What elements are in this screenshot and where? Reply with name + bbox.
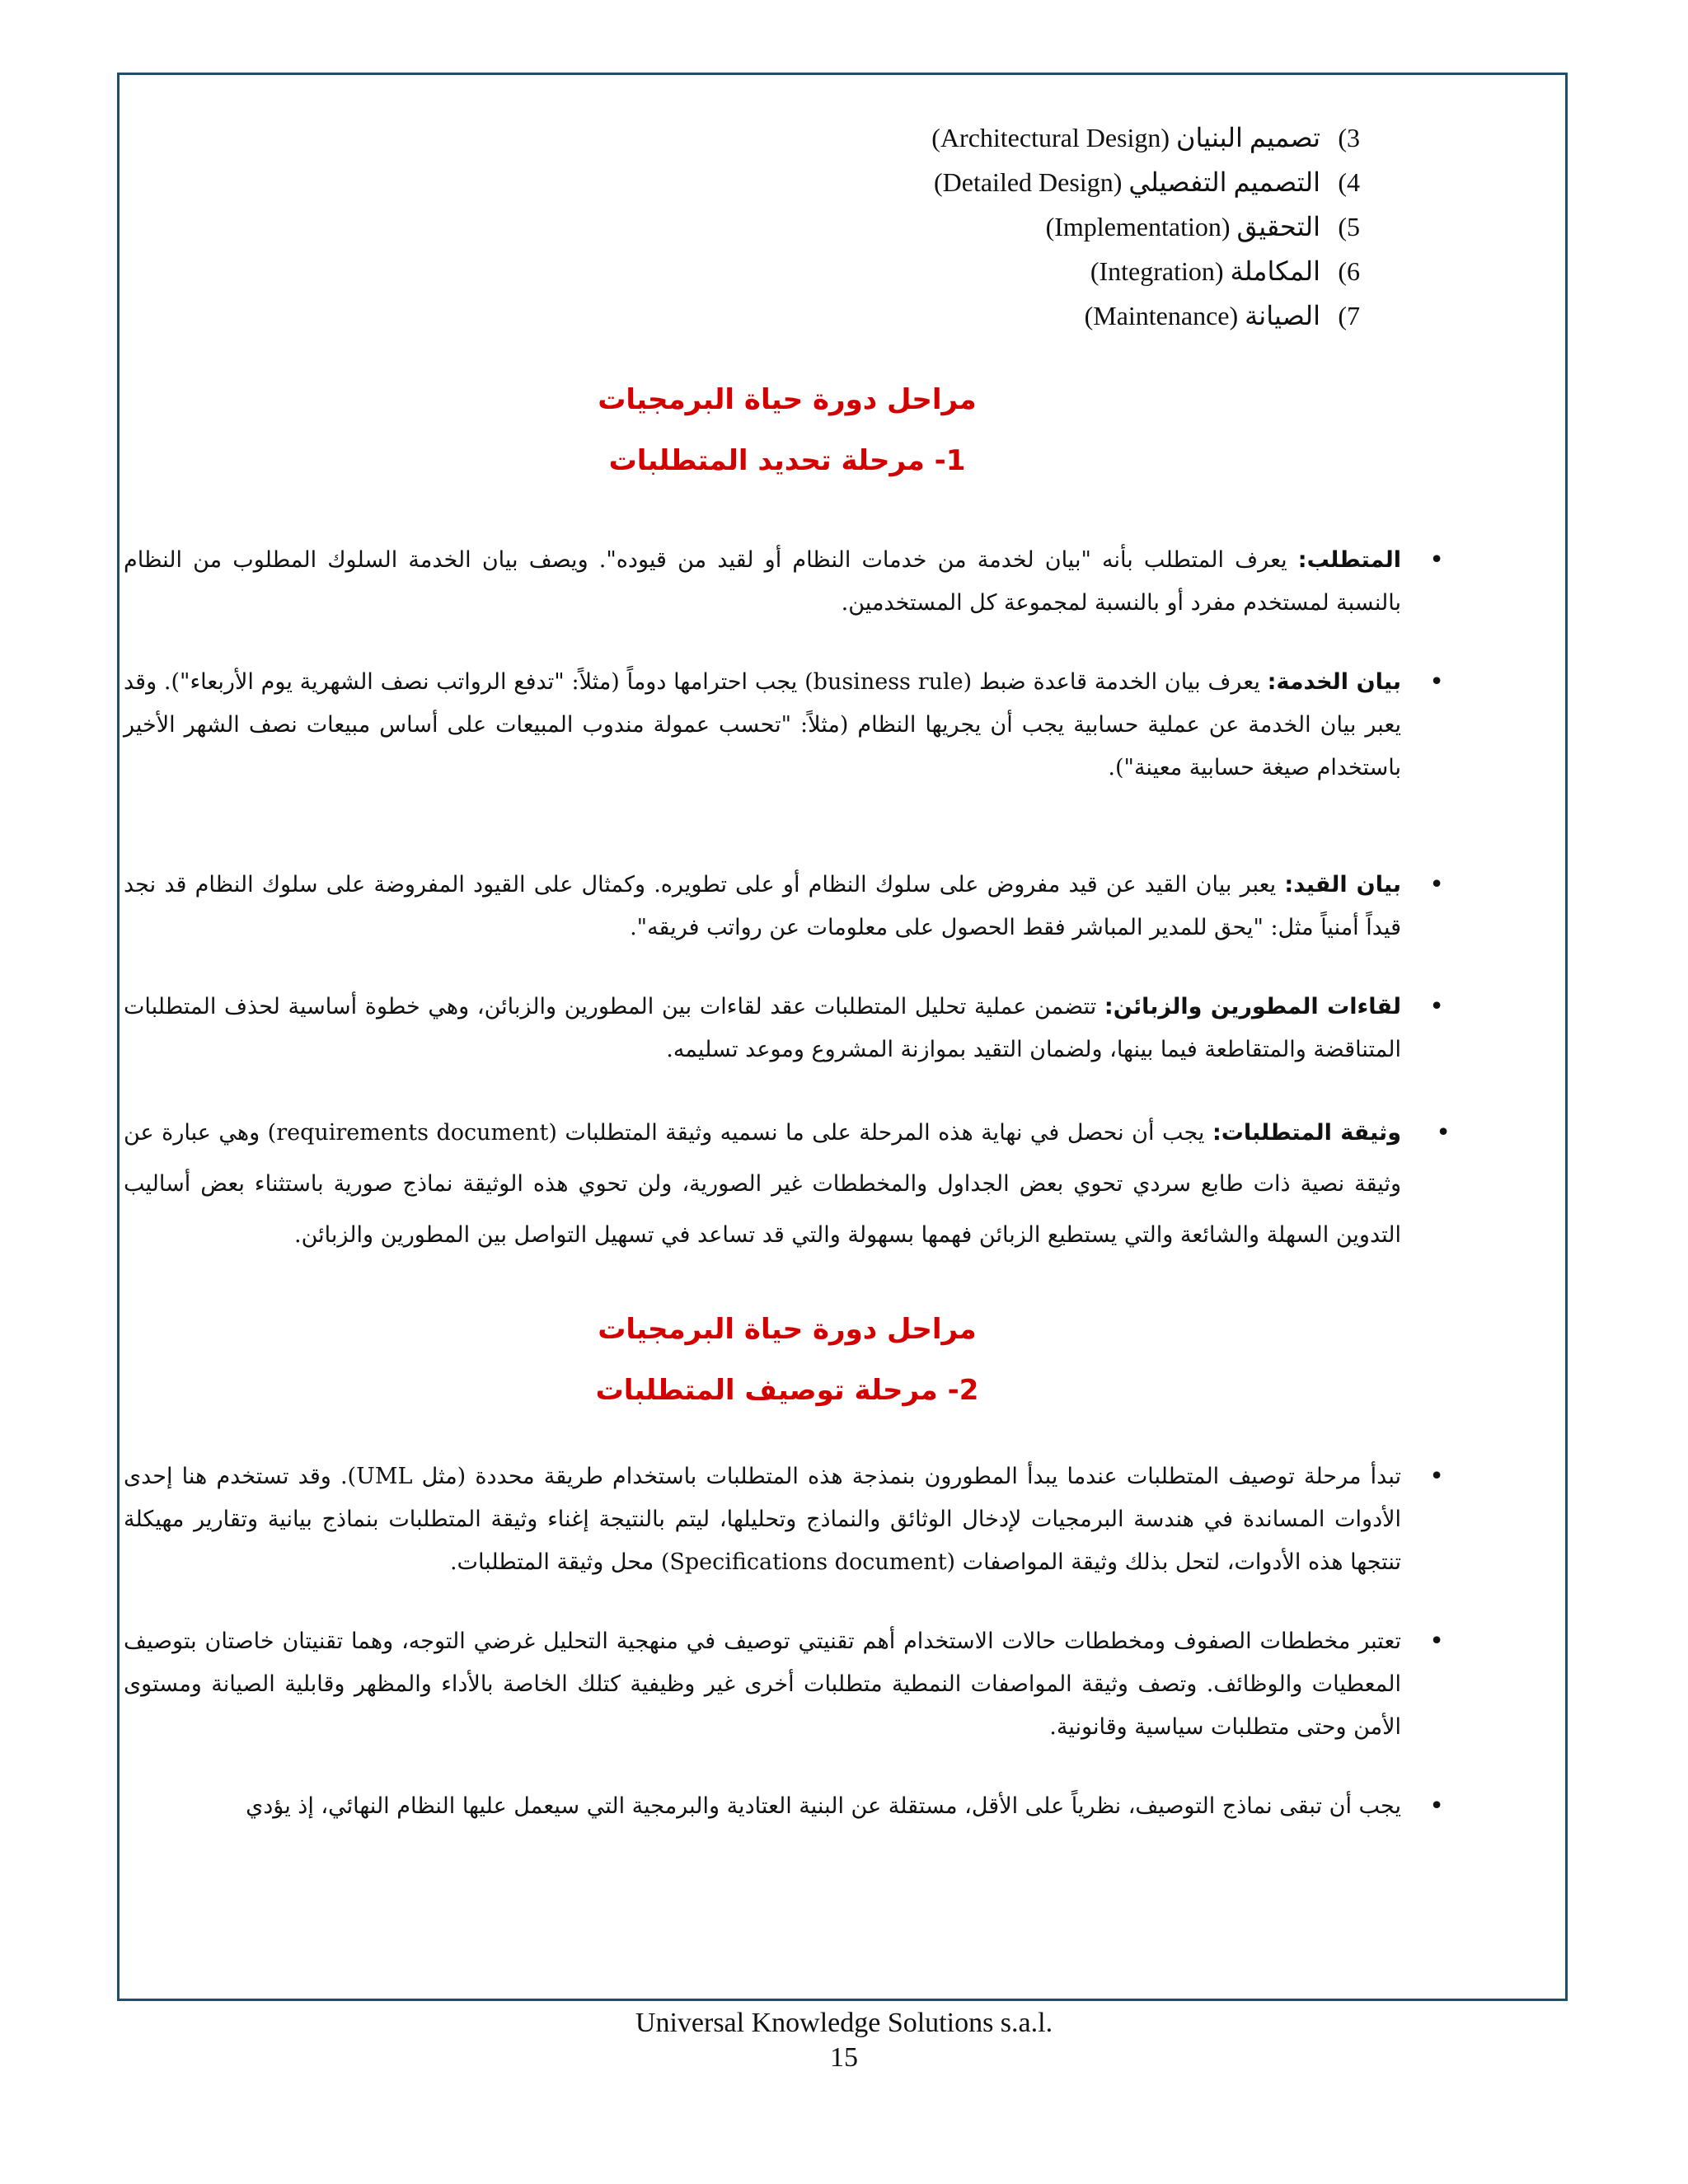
term-label: بيان القيد: [1284, 872, 1401, 898]
bullet-icon: • [1429, 668, 1444, 696]
page-content [124, 115, 1451, 1828]
list-item [124, 249, 1360, 293]
page-number: 15 [830, 2042, 858, 2073]
bullet-icon: • [1429, 1462, 1444, 1491]
list-number: 5) [1338, 212, 1360, 241]
list-text: تصميم البنيان (Architectural Design) [931, 123, 1320, 152]
term-text: يعرف المتطلب بأنه "بيان لخدمة من خدمات النظام أو لقيد من قيوده". ويصف بيان الخدمة السلوك المطلوب من النظام بالنسبة لمستخدم مفرد أو بالنسبة لمجموعة كل المستخدمين. [124, 547, 1401, 616]
list-number: 6) [1338, 256, 1360, 286]
list-item [124, 204, 1360, 249]
term-label: لقاءات المطورين والزبائن: [1104, 994, 1401, 1019]
term-label: المتطلب: [1297, 547, 1401, 573]
list-item [124, 293, 1360, 338]
bullet-icon: • [1436, 1118, 1451, 1147]
list-item [124, 661, 1451, 790]
list-text: المكاملة (Integration) [1090, 256, 1320, 286]
bullet-icon: • [1429, 546, 1444, 574]
list-item [124, 986, 1451, 1071]
list-number: 7) [1338, 301, 1360, 330]
bullet-icon: • [1429, 1792, 1444, 1821]
list-item [124, 864, 1451, 949]
list-text: الصيانة (Maintenance) [1084, 301, 1320, 330]
list-item [124, 1785, 1451, 1828]
bullet-icon: • [1429, 1627, 1444, 1656]
term-text: يجب أن نحصل في نهاية هذه المرحلة على ما نسميه وثيقة المتطلبات (requirements document) وهي عبارة عن وثيقة نصية ذات طابع سردي تحوي بعض الجداول والمخططات غير الصورية، ولن تحوي هذه الوثيقة نماذج صورية باستثناء بعض أساليب التدوين السهلة والشائعة والتي يستطيع الزبائن فهمها بسهولة والتي قد تساعد في تسهيل التواصل بين المطورين والزبائن. [124, 1120, 1401, 1248]
list-item [124, 1620, 1451, 1749]
section-subheading: 1- مرحلة تحديد المتطلبات [608, 444, 966, 477]
list-number: 3) [1338, 123, 1360, 152]
section-heading: مراحل دورة حياة البرمجيات [598, 1313, 977, 1346]
requirements-bullets [124, 539, 1451, 1261]
list-item [124, 115, 1360, 160]
phase-list [124, 115, 1360, 338]
list-item [124, 1108, 1574, 1261]
paragraph-text: تعتبر مخططات الصفوف ومخططات حالات الاستخدام أهم تقنيتي توصيف في منهجية التحليل غرضي التوجه، وهما تقنيتان خاصتان بتوصيف المعطيات والوظائف. وتصف وثيقة المواصفات النمطية متطلبات أخرى غير وظيفية كتلك الخاصة بالأداء والمظهر وقابلية الصيانة ومستوى الأمن وحتى متطلبات سياسية وقانونية. [124, 1629, 1401, 1740]
section-heading: مراحل دورة حياة البرمجيات [598, 383, 977, 416]
term-label: بيان الخدمة: [1267, 669, 1401, 695]
page-footer [0, 2006, 1688, 2075]
paragraph-text: تبدأ مرحلة توصيف المتطلبات عندما يبدأ المطورون بنمذجة هذه المتطلبات باستخدام طريقة محددة (مثل UML). وقد تستخدم هنا إحدى الأدوات المساندة في هندسة البرمجيات لإدخال الوثائق والنماذج وتحليلها، ليتم بالنتيجة إغناء وثيقة المتطلبات بنماذج بيانية وتقارير مهيكلة تنتجها هذه الأدوات، لتحل بذلك وثيقة المواصفات (Specifications document) محل وثيقة المتطلبات. [124, 1464, 1401, 1575]
section-subheading: 2- مرحلة توصيف المتطلبات [595, 1374, 979, 1407]
list-item [124, 539, 1451, 625]
list-item [124, 1455, 1451, 1584]
term-text: يعرف بيان الخدمة قاعدة ضبط (business rule) يجب احترامها دوماً (مثلاً: "تدفع الرواتب نصف الشهرية يوم الأربعاء"). وقد يعبر بيان الخدمة عن عملية حسابية يجب أن يجريها النظام (مثلاً: "تحسب عمولة مندوب المبيعات على أساس مبيعات نصف الشهر الأخير باستخدام صيغة حسابية معينة"). [124, 669, 1401, 780]
term-text: تتضمن عملية تحليل المتطلبات عقد لقاءات بين المطورين والزبائن، وهي خطوة أساسية لحذف المتطلبات المتناقضة والمتقاطعة فيما بينها، ولضمان التقيد بموازنة المشروع وموعد تسليمه. [124, 994, 1401, 1062]
list-text: التحقيق (Implementation) [1045, 212, 1320, 241]
specification-bullets [124, 1455, 1451, 1828]
list-number: 4) [1338, 167, 1360, 197]
bullet-icon: • [1429, 870, 1444, 899]
footer-company: Universal Knowledge Solutions s.a.l. [635, 2008, 1053, 2038]
paragraph-text: يجب أن تبقى نماذج التوصيف، نظرياً على الأقل، مستقلة عن البنية العتادية والبرمجية التي سيعمل عليها النظام النهائي، إذ يؤدي [246, 1793, 1401, 1819]
bullet-icon: • [1429, 992, 1444, 1021]
list-item [124, 160, 1360, 204]
term-text: يعبر بيان القيد عن قيد مفروض على سلوك النظام أو على تطويره. وكمثال على القيود المفروضة على سلوك النظام قد نجد قيداً أمنياً مثل: "يحق للمدير المباشر فقط الحصول على معلومات عن رواتب فريقه". [124, 872, 1401, 940]
term-label: وثيقة المتطلبات: [1212, 1120, 1401, 1146]
list-text: التصميم التفصيلي (Detailed Design) [933, 167, 1320, 197]
